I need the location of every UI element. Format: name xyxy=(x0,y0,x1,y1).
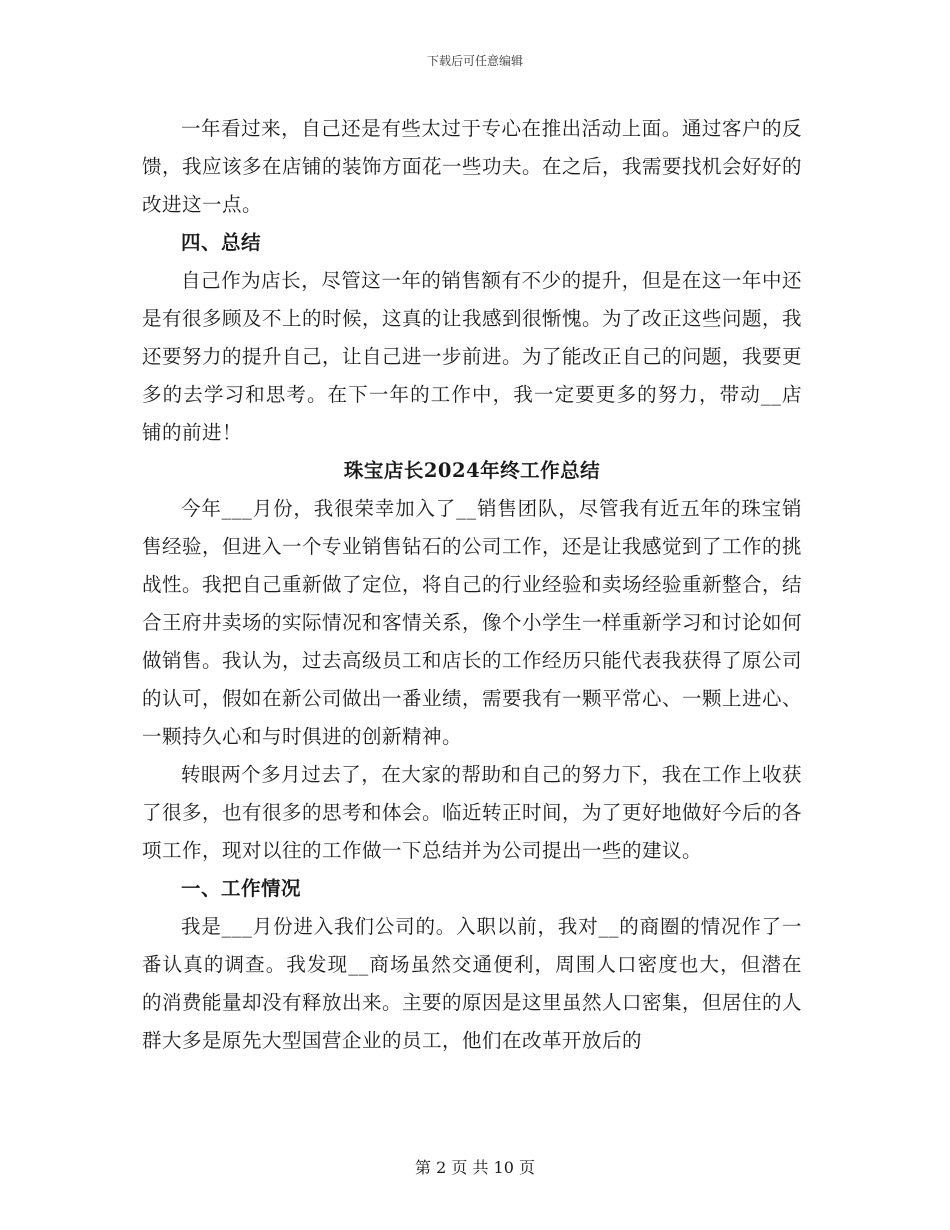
document-body xyxy=(142,110,802,1060)
section-heading-summary: 四、总结 xyxy=(181,231,262,254)
paragraph-5: 我是___月份进入我们公司的。入职以前，我对__的商圈的情况作了一番认真的调查。我发现__商场虽然交通便利，周围人口密度也大，但潜在的消费能量却没有释放出来。主要的原因是这里虽然人口密集，但居住的人群大多是原先大型国营企业的员工，他们在改革开放后的 xyxy=(142,915,803,1052)
page-header: 下载后可任意编辑 xyxy=(426,54,523,68)
paragraph-4: 转眼两个多月过去了，在大家的帮助和自己的努力下，我在工作上收获了很多，也有很多的思考和体会。临近转正时间，为了更好地做好今后的各项工作，现对以往的工作做一下总结并为公司提出一些的建议。 xyxy=(142,763,803,862)
paragraph-2: 自己作为店长，尽管这一年的销售额有不少的提升，但是在这一年中还是有很多顾及不上的时候，这真的让我感到很惭愧。为了改正这些问题，我还要努力的提升自己，让自己进一步前进。为了能改正自己的问题，我要更多的去学习和思考。在下一年的工作中，我一定要更多的努力，带动__店铺的前进！ xyxy=(142,269,803,444)
paragraph-1: 一年看过来，自己还是有些太过于专心在推出活动上面。通过客户的反馈，我应该多在店铺的装饰方面花一些功夫。在之后，我需要找机会好好的改进这一点。 xyxy=(142,117,803,216)
document-title: 珠宝店长2024年终工作总结 xyxy=(343,459,601,482)
paragraph-3: 今年___月份，我很荣幸加入了__销售团队，尽管我有近五年的珠宝销售经验，但进入一个专业销售钻石的公司工作，还是让我感觉到了工作的挑战性。我把自己重新做了定位，将自己的行业经验和卖场经验重新整合，结合王府井卖场的实际情况和客情关系，像个小学生一样重新学习和讨论如何做销售。我认为，过去高级员工和店长的工作经历只能代表我获得了原公司的认可，假如在新公司做出一番业绩，需要我有一颗平常心、一颗上进心、一颗持久心和与时俱进的创新精神。 xyxy=(142,497,803,748)
section-heading-work: 一、工作情况 xyxy=(181,877,302,900)
page-footer: 第 2 页 共 10 页 xyxy=(415,1158,535,1177)
